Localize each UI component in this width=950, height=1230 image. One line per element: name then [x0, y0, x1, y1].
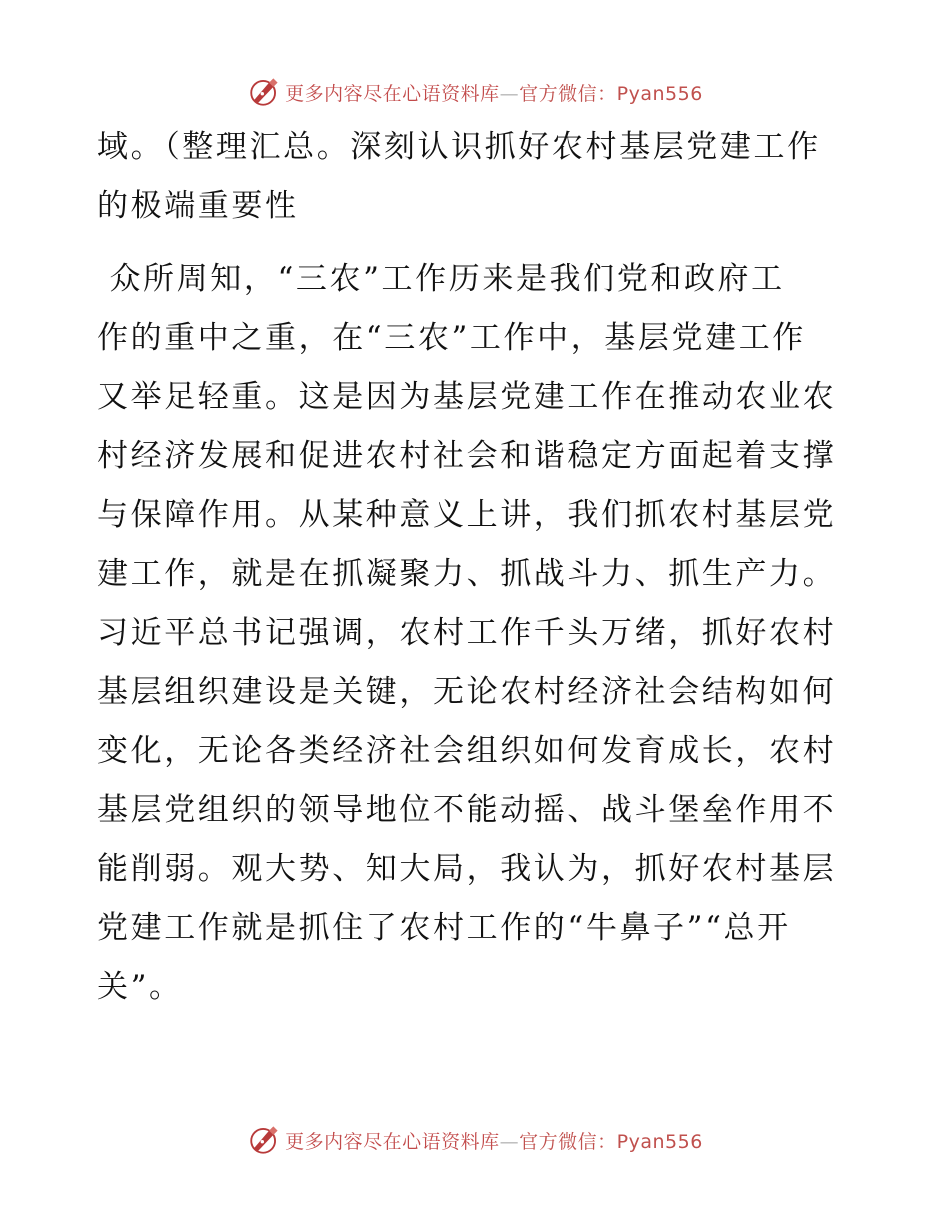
document-body	[97, 125, 857, 1024]
text-line: 习近平总书记强调，农村工作千头万绪，抓好农村	[97, 615, 837, 651]
watermark-text: 更多内容尽在心语资料库—官方微信：Pyan556	[285, 1130, 703, 1153]
watermark-text: 更多内容尽在心语资料库—官方微信：Pyan556	[285, 82, 703, 105]
text-line: 建工作，就是在抓凝聚力、抓战斗力、抓生产力。	[97, 556, 837, 592]
text-line: 基层党组织的领导地位不能动摇、战斗堡垒作用不	[97, 792, 837, 828]
text-line: 与保障作用。从某种意义上讲，我们抓农村基层党	[97, 497, 837, 533]
footer-watermark	[0, 1120, 950, 1160]
text-line: 党建工作就是抓住了农村工作的“牛鼻子”“总开	[97, 910, 791, 946]
text-line: 又举足轻重。这是因为基层党建工作在推动农业农	[97, 379, 837, 415]
text-line: 变化，无论各类经济社会组织如何发育成长，农村	[97, 733, 837, 769]
section-heading	[97, 125, 857, 243]
header-watermark	[0, 72, 950, 112]
text-line: 作的重中之重，在“三农”工作中，基层党建工作	[97, 320, 806, 356]
body-paragraph	[97, 257, 857, 1024]
pen-nib-logo-icon	[247, 75, 281, 109]
pen-nib-logo-icon	[247, 1123, 281, 1157]
text-line: 能削弱。观大势、知大局，我认为，抓好农村基层	[97, 851, 837, 887]
text-line: 域。（整理汇总。深刻认识抓好农村基层党建工作	[97, 129, 821, 165]
text-line: 基层组织建设是关键，无论农村经济社会结构如何	[97, 674, 837, 710]
text-line: 关”。	[97, 969, 183, 1005]
text-line: 的极端重要性	[97, 188, 299, 224]
text-line: 众所周知，“三农”工作历来是我们党和政府工	[97, 261, 785, 297]
text-line: 村经济发展和促进农村社会和谐稳定方面起着支撑	[97, 438, 837, 474]
